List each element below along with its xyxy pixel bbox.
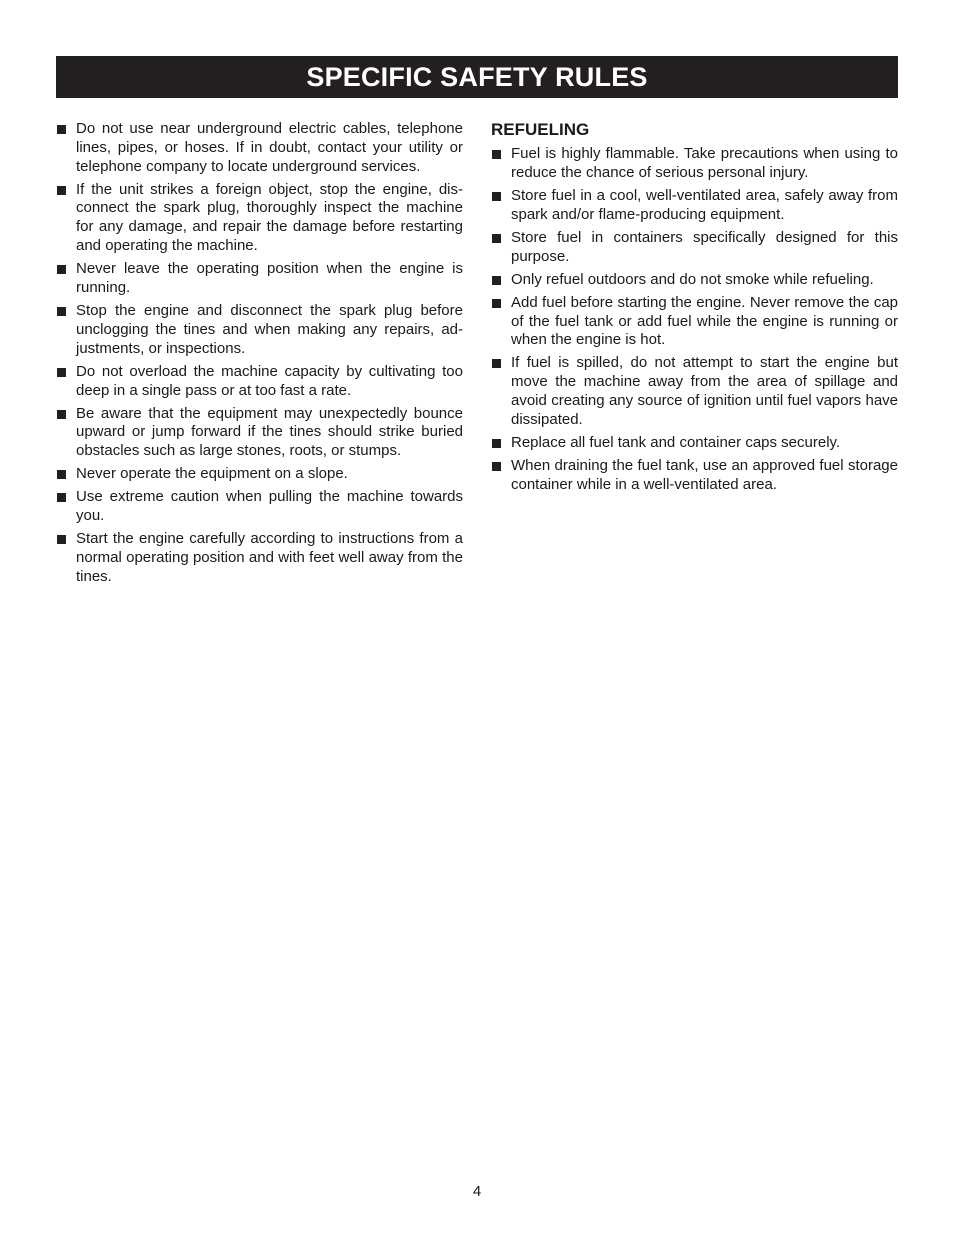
list-item-text: Do not overload the machine capacity by cultivating too deep in a single pass or at too fast a rate.: [76, 362, 463, 399]
square-bullet-icon: [57, 535, 66, 544]
title-banner: [56, 56, 898, 98]
list-item: [56, 465, 463, 484]
list-item: [56, 530, 463, 586]
list-item: [56, 302, 463, 358]
list-item-text: Be aware that the equipment may unexpectedly bounce upward or jump forward if the tines should strike buried obstacles such as large stones, roots, or stumps.: [76, 404, 463, 460]
square-bullet-icon: [492, 439, 501, 448]
list-item-text: Add fuel before starting the engine. Never remove the cap of the fuel tank or add fuel while the engine is running or when the engine is hot.: [511, 293, 898, 349]
list-item-text: Never leave the operating position when the engine is running.: [76, 260, 463, 296]
list-item-text: Fuel is highly flammable. Take precautions when using to reduce the chance of serious personal injury.: [511, 145, 898, 181]
square-bullet-icon: [492, 192, 501, 201]
square-bullet-icon: [57, 307, 66, 316]
section-heading-refueling: REFUELING: [491, 120, 590, 139]
list-item: [491, 229, 898, 267]
list-item: [56, 260, 463, 298]
safety-rules-list: [56, 120, 463, 587]
list-item-text: Store fuel in a cool, well-ventilated area, safely away from spark and/or flame-producing equipment.: [511, 186, 898, 223]
left-column: [56, 120, 463, 591]
square-bullet-icon: [57, 493, 66, 502]
list-item-text: Start the engine carefully according to instructions from a normal operating position and with feet well away from the tines.: [76, 530, 463, 585]
list-item-text: If fuel is spilled, do not attempt to start the engine but move the machine away from the area of spillage and avoid creating any source of ignition until fuel vapors have dissipated.: [511, 354, 898, 428]
list-item: [491, 434, 898, 453]
list-item: [56, 488, 463, 526]
square-bullet-icon: [57, 470, 66, 479]
list-item-text: Do not use near underground electric cables, telephone lines, pipes, or hoses. If in doubt, contact your utility or telephone company to locate underground services.: [76, 120, 463, 175]
right-column: [491, 120, 898, 499]
list-item: [491, 187, 898, 225]
list-item-text: If the unit strikes a foreign object, stop the engine, dis-connect the spark plug, thoroughly inspect the machine for any damage, and repair the damage before restarting and operating the machine.: [76, 180, 463, 255]
list-item: [491, 145, 898, 183]
square-bullet-icon: [57, 125, 66, 134]
square-bullet-icon: [57, 410, 66, 419]
list-item-text: Store fuel in containers specifically designed for this purpose.: [511, 228, 898, 265]
list-item-text: Replace all fuel tank and container caps securely.: [511, 433, 841, 451]
square-bullet-icon: [492, 276, 501, 285]
list-item-text: When draining the fuel tank, use an approved fuel storage container while in a well-ventilated area.: [511, 457, 898, 493]
list-item: [491, 271, 898, 290]
list-item-text: Only refuel outdoors and do not smoke while refueling.: [511, 270, 874, 288]
list-item-text: Use extreme caution when pulling the machine towards you.: [76, 488, 463, 525]
list-item: [56, 363, 463, 401]
square-bullet-icon: [57, 186, 66, 195]
square-bullet-icon: [492, 299, 501, 308]
list-item-text: Stop the engine and disconnect the spark plug before unclogging the tines and when making any repairs, ad-justments, or inspections.: [76, 302, 463, 357]
page-title: SPECIFIC SAFETY RULES: [306, 61, 648, 92]
list-item: [56, 405, 463, 461]
square-bullet-icon: [492, 462, 501, 471]
list-item: [56, 181, 463, 256]
list-item: [491, 354, 898, 429]
square-bullet-icon: [492, 234, 501, 243]
list-item: [491, 457, 898, 495]
list-item-text: Never operate the equipment on a slope.: [76, 465, 348, 483]
square-bullet-icon: [492, 359, 501, 368]
square-bullet-icon: [57, 265, 66, 274]
square-bullet-icon: [57, 368, 66, 377]
square-bullet-icon: [492, 150, 501, 159]
page-number: 4: [472, 1183, 482, 1200]
refueling-rules-list: [491, 145, 898, 495]
list-item: [56, 120, 463, 176]
list-item: [491, 294, 898, 350]
